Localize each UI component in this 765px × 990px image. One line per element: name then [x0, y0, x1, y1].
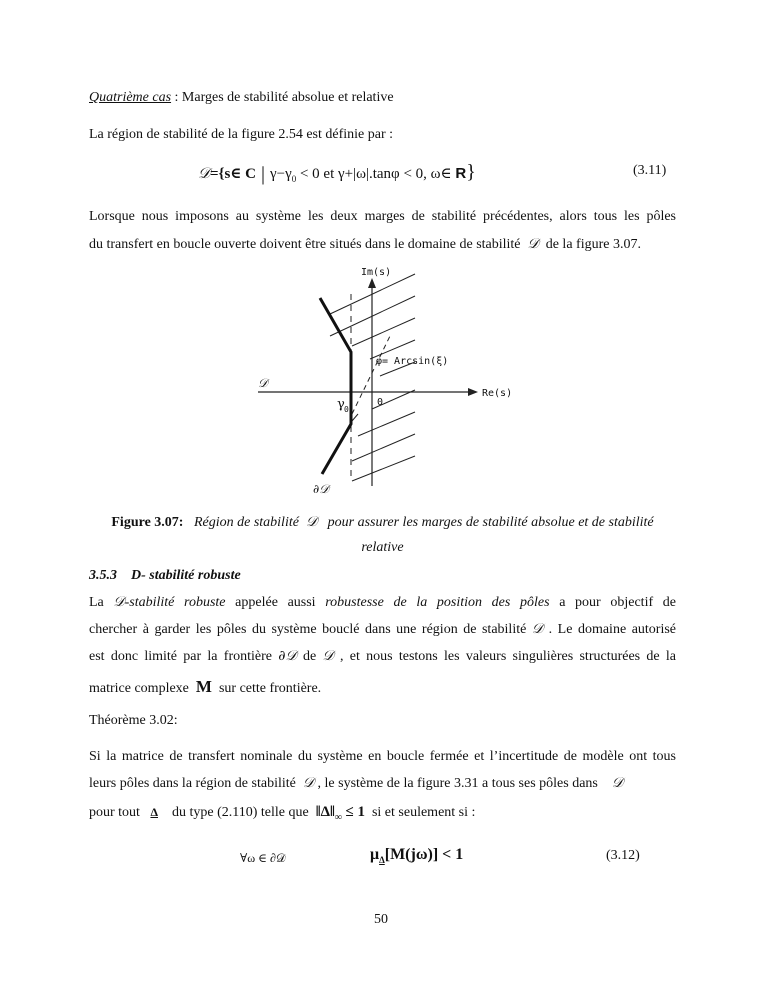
figure-caption	[89, 514, 676, 531]
origin-label: 0	[377, 397, 384, 408]
gamma-sub-label: 0	[344, 405, 349, 414]
para3-l2-a: leurs pôles dans la région de stabilité	[89, 776, 296, 791]
region-symbol: 𝒟	[113, 594, 125, 610]
para3-l3-c: si et seulement si :	[371, 805, 476, 820]
para1-line1: Lorsque nous imposons au système les deux marges de stabilité précédentes, alors tous les pôles	[89, 209, 676, 224]
phi-label: φ= Arcsin(ξ)	[376, 356, 449, 367]
para1-line2	[89, 236, 641, 253]
para2-l1-e: a pour objectif de	[559, 595, 676, 610]
para2-line3	[89, 648, 676, 665]
im-axis-arrow	[368, 278, 376, 288]
region-symbol: 𝒟	[527, 236, 539, 252]
para2-l4-a: matrice complexe	[89, 681, 189, 696]
matrix-symbol: M	[195, 677, 212, 696]
norm-expression: ‖Δ‖	[315, 804, 335, 820]
para2-l2-b: . Le domaine autorisé	[548, 622, 677, 637]
re-axis-arrow	[468, 388, 478, 396]
equation-number-3-11: (3.11)	[633, 163, 667, 178]
para3-l3-a: pour tout	[89, 805, 140, 820]
page-number: 50	[374, 912, 388, 927]
hatch-line	[352, 456, 415, 481]
para2-l3-b: de	[302, 649, 317, 664]
para1-text-b: de la figure 3.07.	[545, 237, 641, 252]
eq-gamma-sub: 0	[291, 174, 297, 184]
stability-region-figure	[240, 266, 530, 496]
eq-cond-and: < 0 et γ+	[296, 166, 354, 182]
para2-l1-a: La	[89, 595, 104, 610]
norm-sub: ∞	[334, 811, 342, 823]
case-subtitle: : Marges de stabilité absolue et relative	[171, 90, 394, 105]
gamma-label: γ	[337, 397, 345, 412]
equation-number-3-12: (3.12)	[606, 848, 640, 863]
hatch-line	[352, 318, 415, 346]
case-heading	[89, 90, 394, 106]
para2-l2-a: chercher à garder les pôles du système bouclé dans une région de stabilité	[89, 622, 527, 637]
para2-l4-b: sur cette frontière.	[218, 681, 322, 696]
norm-bound: ≤ 1	[345, 804, 365, 820]
boundary-symbol: ∂𝒟	[278, 648, 297, 664]
equation-forall: ∀ω ∈ ∂𝒟	[240, 851, 286, 865]
region-symbol: 𝒟	[305, 514, 318, 530]
eq-cond-gamma: γ−γ	[269, 166, 292, 182]
theorem-label: Théorème 3.02:	[89, 713, 178, 728]
para3-line3	[89, 804, 475, 823]
caption-line2	[89, 540, 676, 556]
subsection-number: 3.5.3	[89, 568, 117, 583]
caption-text-a: Région de stabilité	[193, 515, 299, 530]
eq-reals: R	[455, 165, 467, 182]
region-label: 𝒟	[258, 376, 268, 390]
hatch-line	[352, 414, 358, 421]
mu-expression: [M(jω)] < 1	[384, 846, 464, 863]
para2-line1	[89, 594, 676, 611]
equation-3-12	[370, 846, 463, 865]
region-symbol: 𝒟	[531, 621, 544, 637]
mu-sub: Δ	[379, 855, 385, 866]
para3-l3-b: du type (2.110) telle que	[171, 805, 309, 820]
para2-line4	[89, 677, 321, 697]
equation-3-11: 𝒟={s∈ C | $\gamma-\gamma_0 < 0$ et γ+|ω|.tanφ < 0, ω∈ R}	[198, 161, 476, 185]
im-axis-label: Im(s)	[361, 267, 392, 278]
caption-label: Figure 3.07:	[111, 515, 184, 530]
intro-line: La région de stabilité de la figure 2.54 est définie par :	[89, 127, 394, 142]
para2-line2	[89, 621, 676, 638]
hatch-line	[358, 412, 415, 436]
eq-cond-tan: .tanφ < 0, ω∈	[368, 166, 456, 182]
region-symbol: 𝒟	[198, 164, 210, 182]
eq-set-close: }	[466, 161, 476, 183]
para2-l3-a: est donc limité par la frontière	[89, 649, 272, 664]
para1-text-a: du transfert en boucle ouverte doivent être situés dans le domaine de stabilité	[89, 237, 521, 252]
para3-line2	[89, 775, 676, 792]
re-axis-label: Re(s)	[482, 388, 513, 399]
hatch-line	[352, 434, 415, 461]
subsection-heading	[89, 568, 241, 584]
eq-set-start: ={s∈ C	[209, 166, 256, 182]
para2-l3-c: , et nous testons les valeurs singulières structurées de la	[339, 649, 676, 664]
angle-line	[352, 336, 390, 414]
subsection-title: D- stabilité robuste	[131, 568, 241, 583]
caption-line2-text: relative	[361, 540, 404, 555]
region-symbol: 𝒟	[302, 775, 315, 791]
region-symbol: 𝒟	[322, 648, 334, 664]
para2-l1-b: -stabilité robuste	[124, 595, 226, 610]
para3-line1: Si la matrice de transfert nominale du système en boucle fermée et l’incertitude de modèle ont tous	[89, 749, 676, 764]
delta-symbol: Δ	[150, 805, 158, 819]
region-symbol: 𝒟	[611, 775, 624, 791]
caption-text-b: pour assurer les marges de stabilité absolue et de stabilité	[327, 515, 654, 530]
para3-l2-b: , le système de la figure 3.31 a tous ses pôles dans	[317, 776, 598, 791]
eq-abs-omega: |ω|	[353, 166, 369, 182]
case-title: Quatrième cas	[89, 90, 172, 105]
boundary-label: ∂𝒟	[313, 482, 329, 496]
mu-symbol: μ	[370, 846, 380, 863]
para2-l1-c: appelée aussi	[235, 595, 316, 610]
para2-l1-d: robustesse de la position des pôles	[325, 595, 550, 610]
region-boundary	[320, 298, 351, 474]
